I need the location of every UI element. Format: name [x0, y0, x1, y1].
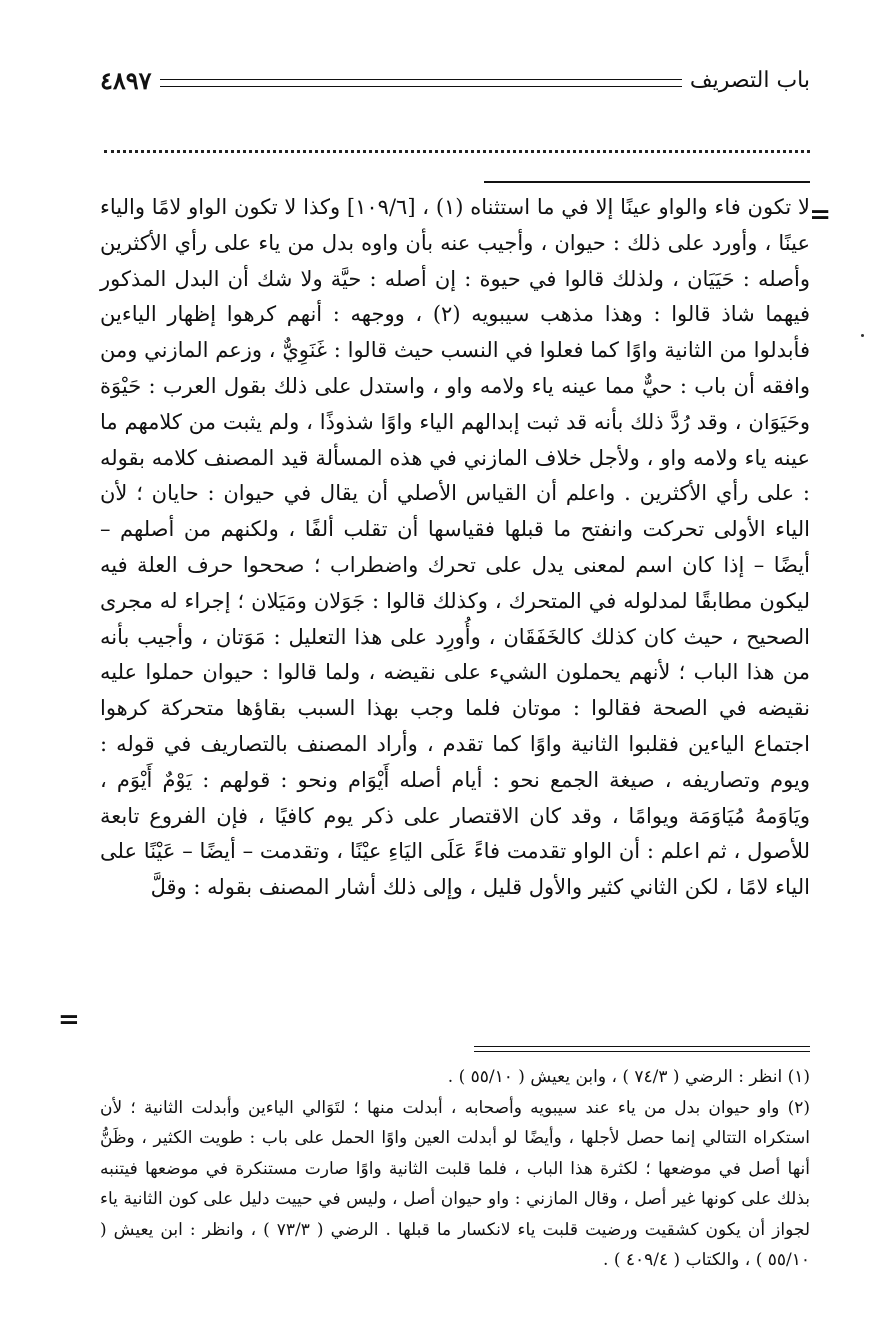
page-number: ٤٨٩٧: [100, 65, 152, 95]
dotted-separator: [104, 150, 810, 153]
chapter-title: باب التصريف: [689, 67, 810, 93]
footnote-1: (١) انظر : الرضي ( ٧٤/٣ ) ، وابن يعيش ( ٥٥/١٠ ) .: [447, 1067, 810, 1087]
page-header: [100, 60, 810, 100]
footnotes: [100, 1062, 810, 1276]
main-paragraph: لا تكون فاء والواو عينًا إلا في ما استثناه (١) ، [١٠٩/٦] وكذا لا تكون الواو لامًا والياء عينًا ، وأورد على ذلك : حيوان ، وأجيب عنه بأن واوه بدل من ياء على رأي الأكثرين وأصله : حَيَيَان ، ولذلك قالوا في حيوة : إن أصله : حيَّة ولا شك أن البدل المذكور فيهما شاذ قالوا : وهذا مذهب سيبويه (٢) ، ووجهه : أنهم كرهوا إظهار الياءين فأبدلوا من الثانية واوًا كما فعلوا في النسب حيث قالوا : غَنَوِيٌّ ، وزعم المازني ومن وافقه أن باب : حيٌّ مما عينه ياء ولامه واو ، واستدل على ذلك بقول العرب : حَيْوَة وحَيَوَان ، وقد رُدَّ ذلك بأنه قد ثبت إبدالهم الياء واوًا شذوذًا ، ولم يثبت من كلامهم ما عينه ياء ولامه واو ، ولأجل خلاف المازني في هذه المسألة قيد المصنف كلامه بقوله : على رأي الأكثرين . واعلم أن القياس الأصلي أن يقال في حيوان : حايان ؛ لأن الياء الأولى تحركت وانفتح ما قبلها فقياسها أن تقلب ألفًا ، ولكنهم من أصلهم – أيضًا – إذا كان اسم لمعنى يدل على تحرك واضطراب ؛ صححوا حرف العلة فيه ليكون مطابقًا لمدلوله في المتحرك ، وكذلك قالوا : جَوَلان ومَيَلان ؛ إجراء له مجرى الصحيح ، حيث كان كذلك كالخَفَقَان ، وأُورِد على هذا التعليل : مَوَتان ، وأجيب بأنه من هذا الباب ؛ لأنهم يحملون الشيء على نقيضه ، ولما قالوا : حيوان حملوا عليه نقيضه في الصحة فقالوا : موتان فلما وجب بهذا السبب بقاؤها متحركة كرهوا اجتماع الياءين فقلبوا الثانية واوًا كما تقدم ، وأراد المصنف بالتصاريف في قوله : ويوم وتصاريفه ، صيغة الجمع نحو : أيام أصله أَيْوَام ونحو : قولهم : يَوْمٌ أَيْوَم ، ويَاوَمهُ مُيَاوَمَة ويوامًا ، وقد كان الاقتصار على ذكر يوم كافيًا ، فإن الفروع تابعة للأصول ، ثم اعلم : أن الواو تقدمت فاءً عَلَى اليَاءِ عيْنًا ، وتقدمت – أيضًا – عَيْنًا على الياء لامًا ، لكن الثاني كثير والأول قليل ، وإلى ذلك أشار المصنف بقوله : وقلَّ: [100, 195, 810, 900]
footnote-2: (٢) واو حيوان بدل من ياء عند سيبويه وأصحابه ، أبدلت منها ؛ لتَوَالي الياءين وأبدلت الثانية ؛ لأن استكراه التتالي إنما حصل لأجلها ، وأيضًا لو أبدلت العين واوًا الحمل على باب : طويت الكثير ، وظَنُّ أنها أصل في موضعها ؛ لكثرة هذا الباب ، فلما قلبت الثانية واوًا صارت مستنكرة في موضعها فيتنبه بذلك على كونها غير أصل ، وقال المازني : واو حيوان أصل ، وليس في حييت دليل على كون الثانية ياء لجواز أن يكون كشقيت ورضيت قلبت ياء لانكسار ما قبلها . الرضي ( ٧٣/٣ ) ، وانظر : ابن يعيش ( ٥٥/١٠ ) ، والكتاب ( ٤٠٩/٤ ) .: [100, 1097, 810, 1270]
section-rule: [484, 181, 810, 183]
margin-dot: [861, 334, 864, 337]
header-rule: [160, 79, 682, 87]
continuation-mark-end: =: [58, 1005, 80, 1035]
continuation-mark-start: =: [809, 200, 831, 230]
main-text: [100, 190, 810, 906]
footnote-rule: [474, 1046, 810, 1052]
